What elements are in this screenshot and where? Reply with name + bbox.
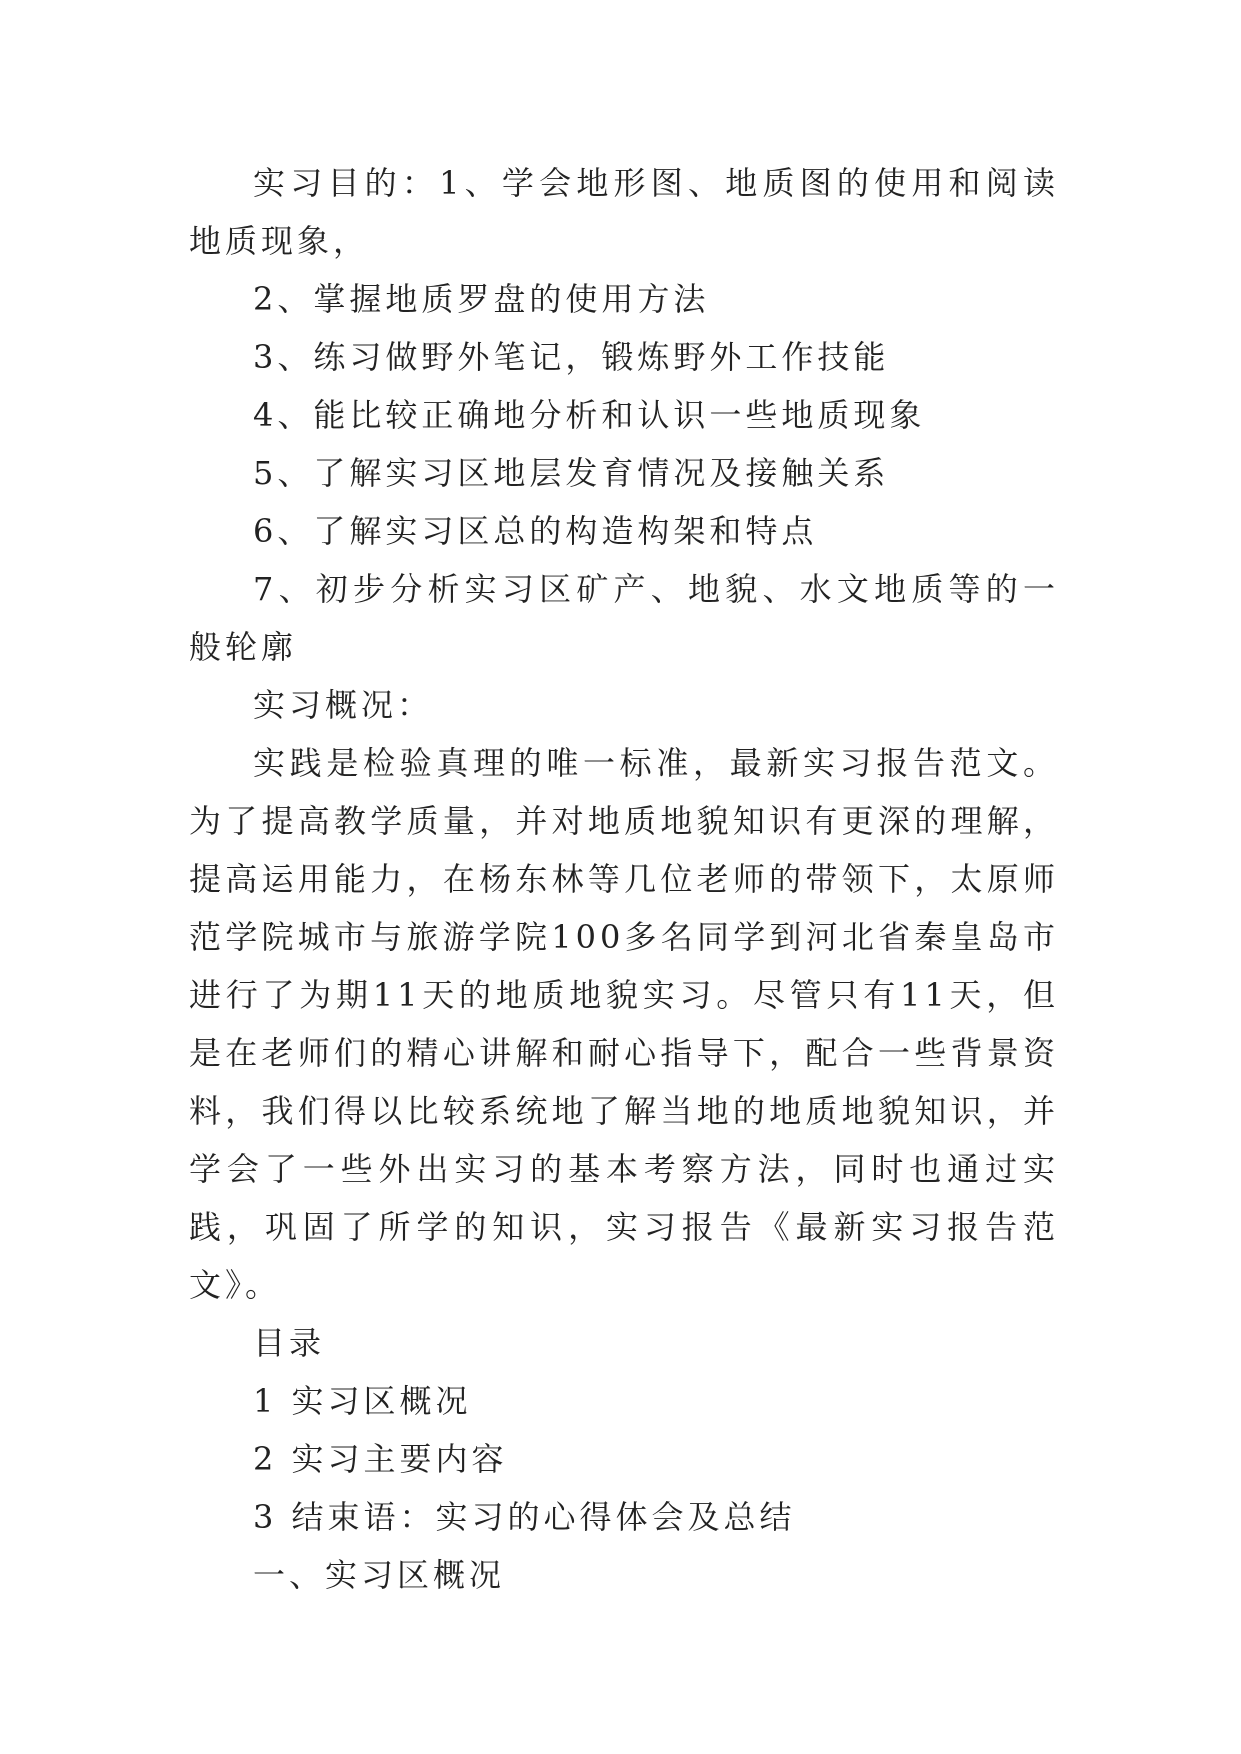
paragraph-objective-6: 6、了解实习区总的构造构架和特点 xyxy=(253,512,818,550)
paragraph-objective-2: 2、掌握地质罗盘的使用方法 xyxy=(253,280,710,318)
toc-heading: 目录 xyxy=(253,1324,326,1362)
paragraph-objective-4: 4、能比较正确地分析和认识一些地质现象 xyxy=(253,396,926,434)
paragraph-objectives-intro: 实习目的：1、学会地形图、地质图的使用和阅读地质现象， xyxy=(189,164,1059,260)
section-heading-area-overview: 一、实习区概况 xyxy=(253,1556,506,1594)
paragraph-overview-body: 实践是检验真理的唯一标准，最新实习报告范文。为了提高教学质量，并对地质地貌知识有更深的理解，提高运用能力，在杨东林等几位老师的带领下，太原师范学院城市与旅游学院100多名同学到河北省秦皇岛市进行了为期11天的地质地貌实习。尽管只有11天，但是在老师们的精心讲解和耐心指导下，配合一些背景资料，我们得以比较系统地了解当地的地质地貌知识，并学会了一些外出实习的基本考察方法，同时也通过实践，巩固了所学的知识，实习报告《最新实习报告范文》。 xyxy=(189,744,1059,1304)
paragraph-objective-7: 7、初步分析实习区矿产、地貌、水文地质等的一般轮廓 xyxy=(189,570,1059,666)
section-heading-overview: 实习概况： xyxy=(253,686,434,724)
paragraph-objective-3: 3、练习做野外笔记，锻炼野外工作技能 xyxy=(253,338,890,376)
toc-item-1: 1 实习区概况 xyxy=(253,1382,472,1420)
document-body xyxy=(189,154,1059,1604)
toc-item-2: 2 实习主要内容 xyxy=(253,1440,508,1478)
toc-item-3: 3 结束语：实习的心得体会及总结 xyxy=(253,1498,796,1536)
paragraph-objective-5: 5、了解实习区地层发育情况及接触关系 xyxy=(253,454,890,492)
